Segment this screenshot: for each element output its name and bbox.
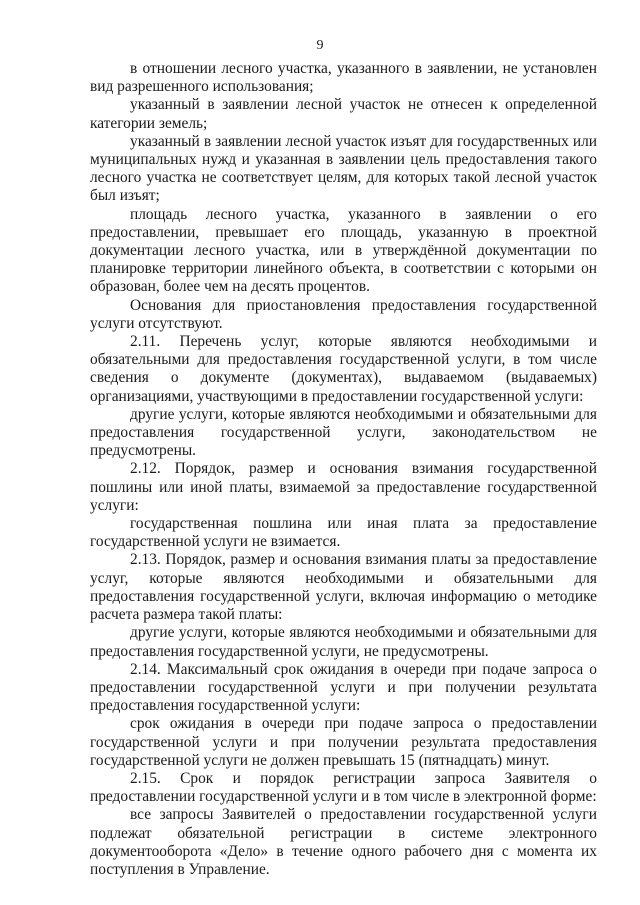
paragraph: государственная пошлина или иная плата за предоставление государственной услуги не взимается. <box>90 515 597 551</box>
paragraph: другие услуги, которые являются необходимыми и обязательными для предоставления государственной услуги, не предусмотрены. <box>90 624 597 660</box>
paragraph: все запросы Заявителей о предоставлении государственной услуги подлежат обязательной регистрации в системе электронного документооборота «Дело» в течение одного рабочего дня с момента их поступления в Управление. <box>90 806 597 878</box>
paragraph: указанный в заявлении лесной участок не отнесен к определенной категории земель; <box>90 96 597 132</box>
paragraph: 2.11. Перечень услуг, которые являются необходимыми и обязательными для предоставления государственной услуги, в том числе сведения о документе (документах), выдаваемом (выдаваемых) организациями, участвующими в предоставлении государственной услуги: <box>90 333 597 405</box>
paragraph: 2.12. Порядок, размер и основания взимания государственной пошлины или иной платы, взимаемой за предоставление государственной услуги: <box>90 460 597 514</box>
paragraph: площадь лесного участка, указанного в заявлении о его предоставлении, превышает его площадь, указанную в проектной документации лесного участка, или в утверждённой документации по планировке территории линейного объекта, в соответствии с которыми он образован, более чем на десять процентов. <box>90 205 597 296</box>
paragraph: указанный в заявлении лесной участок изъят для государственных или муниципальных нужд и указанная в заявлении цель предоставления такого лесного участка не соответствует целям, для которых такой лесной участок был изъят; <box>90 132 597 205</box>
paragraph: 2.14. Максимальный срок ожидания в очереди при подаче запроса о предоставлении государственной услуги и при получении результата предоставления государственной услуги: <box>90 660 597 715</box>
paragraph: другие услуги, которые являются необходимыми и обязательными для предоставления государственной услуги, законодательством не предусмотрены. <box>90 405 597 460</box>
paragraph: 2.15. Срок и порядок регистрации запроса Заявителя о предоставлении государственной услуги и в том числе в электронной форме: <box>90 769 597 806</box>
document-body <box>90 60 597 879</box>
paragraph: Основания для приостановления предоставления государственной услуги отсутствуют. <box>90 296 597 332</box>
paragraph: в отношении лесного участка, указанного в заявлении, не установлен вид разрешенного использования; <box>90 60 597 96</box>
page-number: 9 <box>316 38 324 53</box>
paragraph: срок ожидания в очереди при подаче запроса о предоставлении государственной услуги и при получении результата предоставления государственной услуги не должен превышать 15 (пятнадцать) минут. <box>90 715 597 769</box>
paragraph: 2.13. Порядок, размер и основания взимания платы за предоставление услуг, которые являются необходимыми и обязательными для предоставления государственной услуги, включая информацию о методике расчета размера такой платы: <box>90 551 597 624</box>
